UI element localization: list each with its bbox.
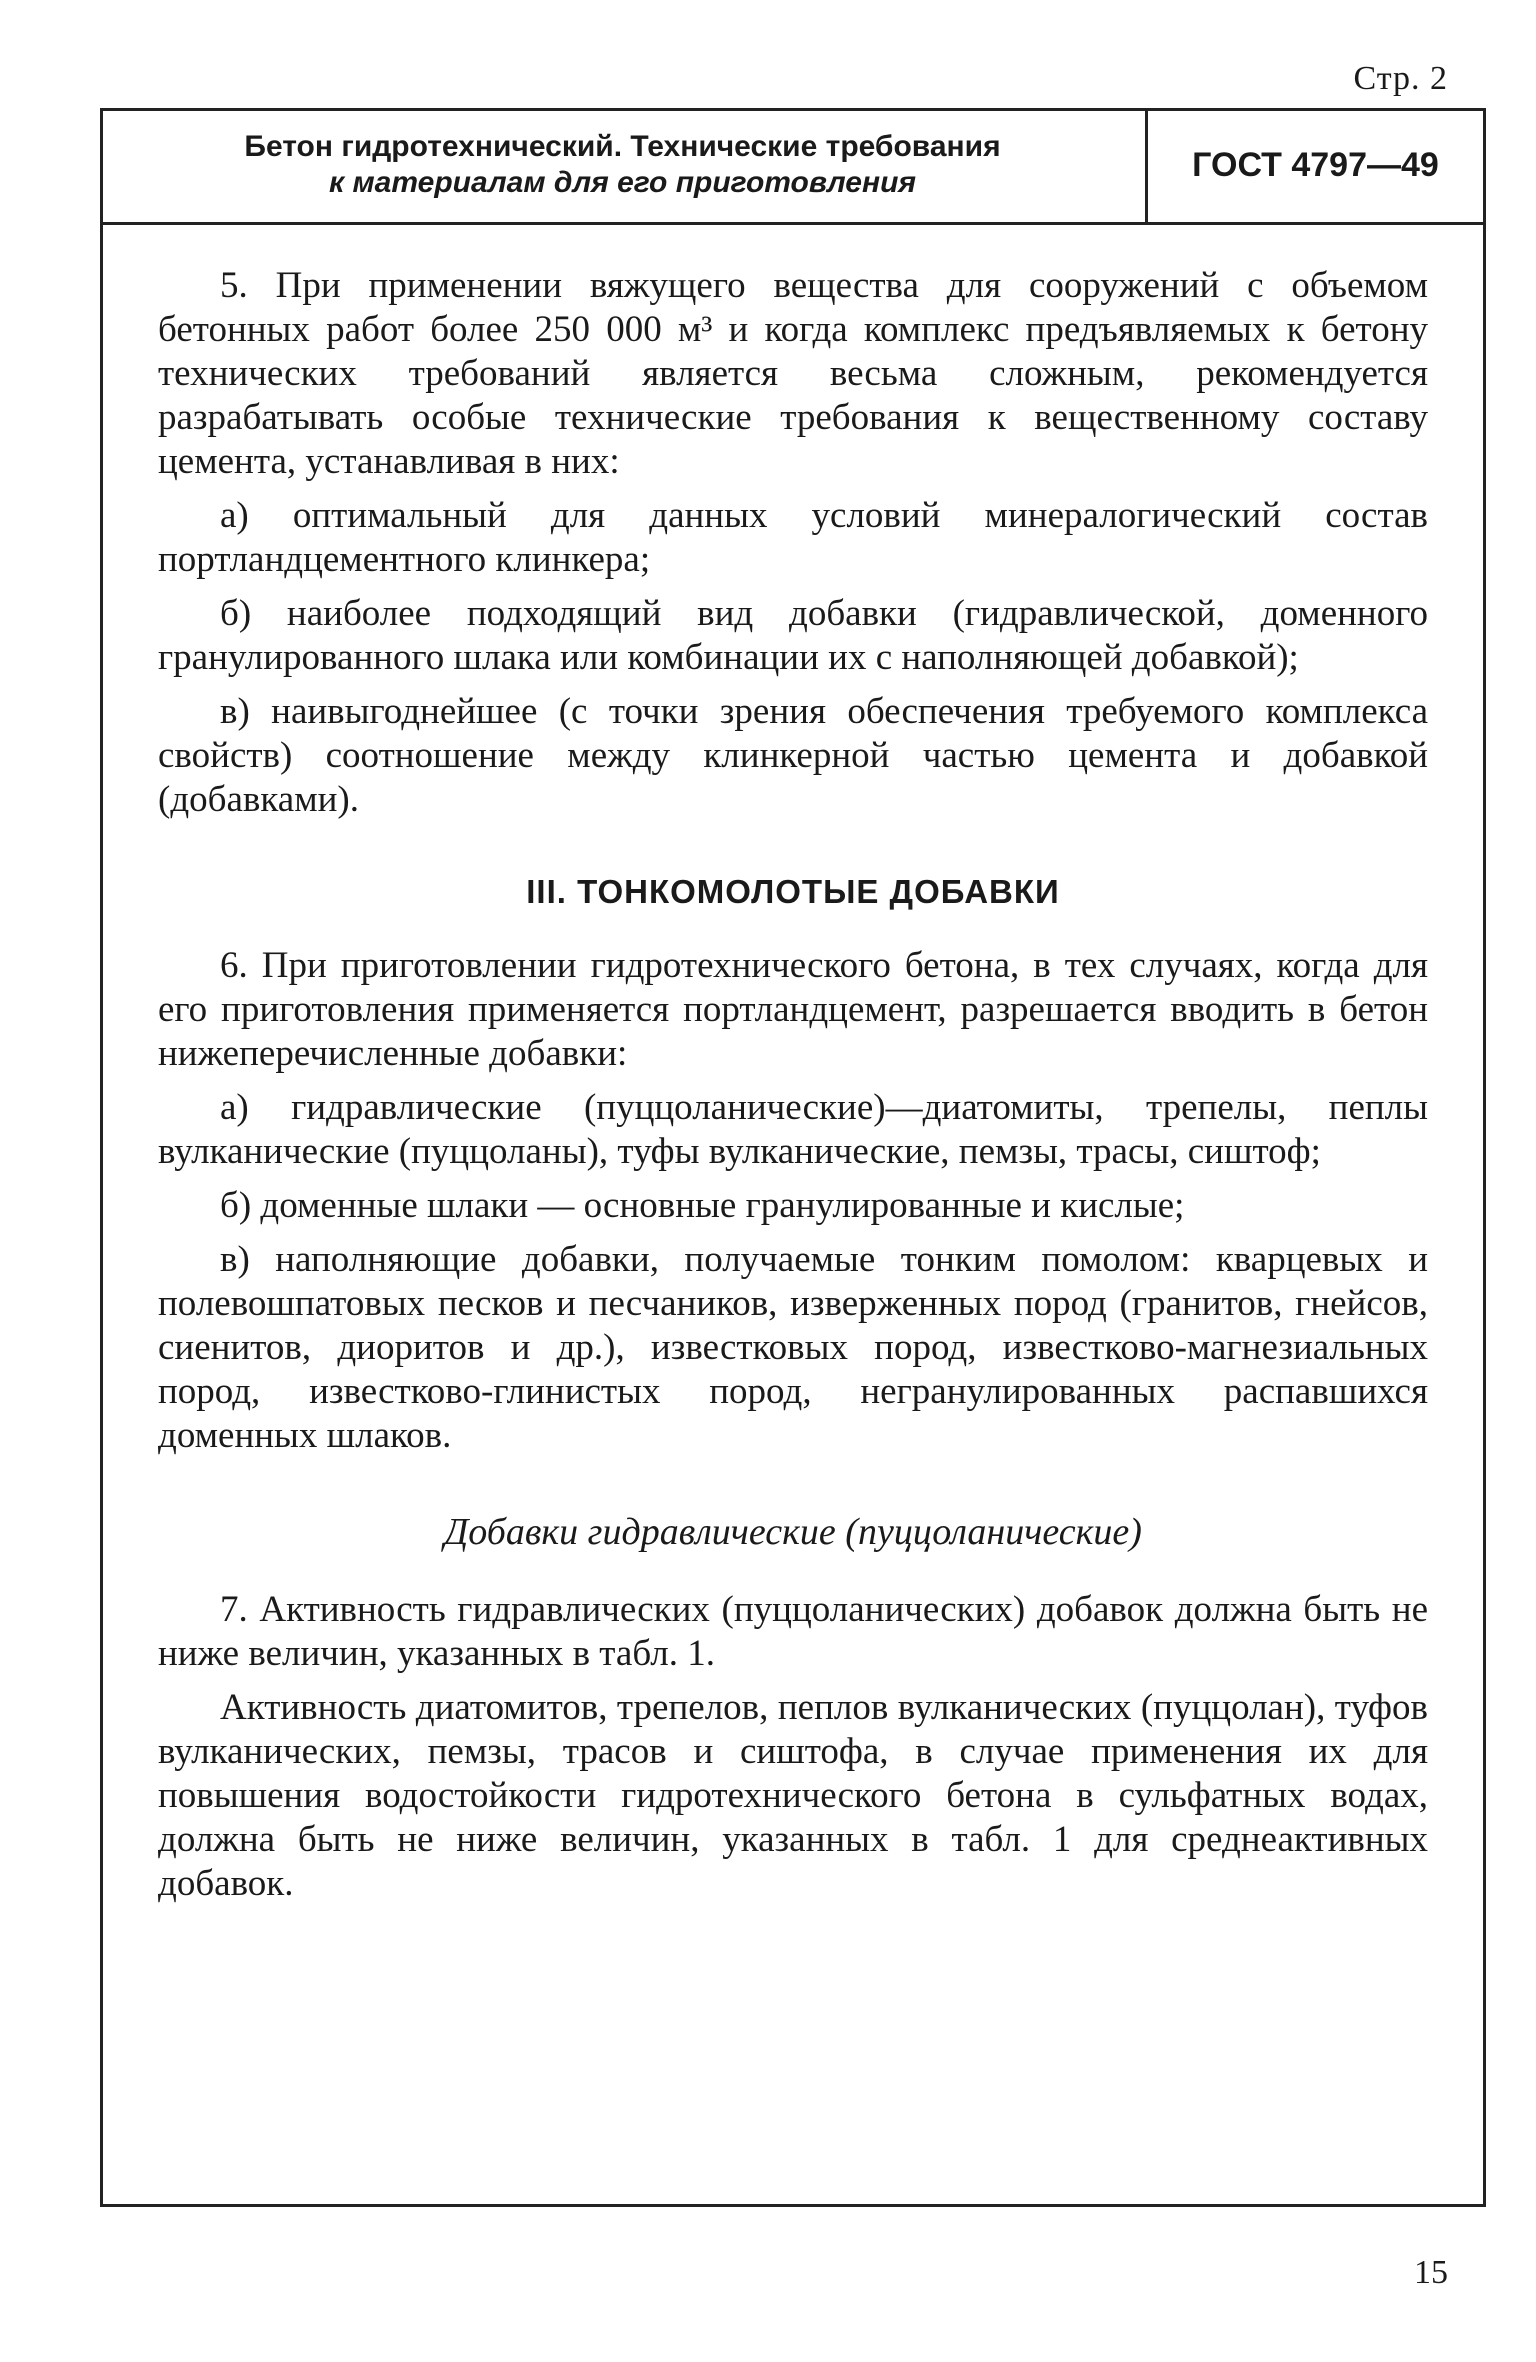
document-header <box>100 108 1483 225</box>
header-title-line1: Бетон гидротехнический. Технические требования <box>244 130 1001 163</box>
document-body <box>158 264 1428 1916</box>
paragraph-6c: в) наполняющие добавки, получаемые тонким помолом: кварцевых и полевошпатовых песков и песчаников, изверженных пород (гранитов, гнейсов, сиенитов, диоритов и др.), известковых пород, известково-магнезиальных пород, известково-глинистых пород, негранулированных распавшихся доменных шлаков. <box>158 1239 1428 1456</box>
standard-code: ГОСТ 4797—49 <box>1192 145 1439 184</box>
paragraph-5c: в) наивыгоднейшее (с точки зрения обеспечения требуемого комплекса свойств) соотношение между клинкерной частью цемента и добавкой (добавками). <box>158 691 1428 820</box>
section-heading-3: III. ТОНКОМОЛОТЫЕ ДОБАВКИ <box>526 873 1060 910</box>
header-title-line2: к материалам для его приготовления <box>328 166 917 199</box>
paragraph-5b: б) наиболее подходящий вид добавки (гидравлической, доменного гранулированного шлака или комбинации их с наполняющей добавкой); <box>158 593 1428 678</box>
paragraph-5a: а) оптимальный для данных условий минералогический состав портландцементного клинкера; <box>158 495 1428 580</box>
page-label: Стр. 2 <box>1353 60 1448 97</box>
page-number: 15 <box>1414 2254 1448 2291</box>
paragraph-6: 6. При приготовлении гидротехнического бетона, в тех случаях, когда для его приготовления применяется портландцемент, разрешается вводить в бетон нижеперечисленные добавки: <box>158 945 1428 1074</box>
paragraph-6a: а) гидравлические (пуццоланические)—диатомиты, трепелы, пеплы вулканические (пуццоланы), туфы вулканические, пемзы, трасы, сиштоф; <box>158 1087 1428 1172</box>
paragraph-5: 5. При применении вяжущего вещества для сооружений с объемом бетонных работ более 250 000 м³ и когда комплекс предъявляемых к бетону технических требований является весьма сложным, рекомендуется разрабатывать особые технические требования к вещественному составу цемента, устанавливая в них: <box>158 265 1428 482</box>
paragraph-6b: б) доменные шлаки — основные гранулированные и кислые; <box>220 1185 1185 1226</box>
subheading-hydraulic-additives: Добавки гидравлические (пуццоланические) <box>444 1511 1142 1553</box>
footer-rule <box>100 2204 1483 2207</box>
paragraph-7b: Активность диатомитов, трепелов, пеплов вулканических (пуццолан), туфов вулканических, пемзы, трасов и сиштофа, в случае применения их для повышения водостойкости гидротехнического бетона в сульфатных водах, должна быть не ниже величин, указанных в табл. 1 для среднеактивных добавок. <box>158 1687 1428 1904</box>
header-title <box>100 108 1148 222</box>
paragraph-7: 7. Активность гидравлических (пуццоланических) добавок должна быть не ниже величин, указанных в табл. 1. <box>158 1589 1428 1674</box>
